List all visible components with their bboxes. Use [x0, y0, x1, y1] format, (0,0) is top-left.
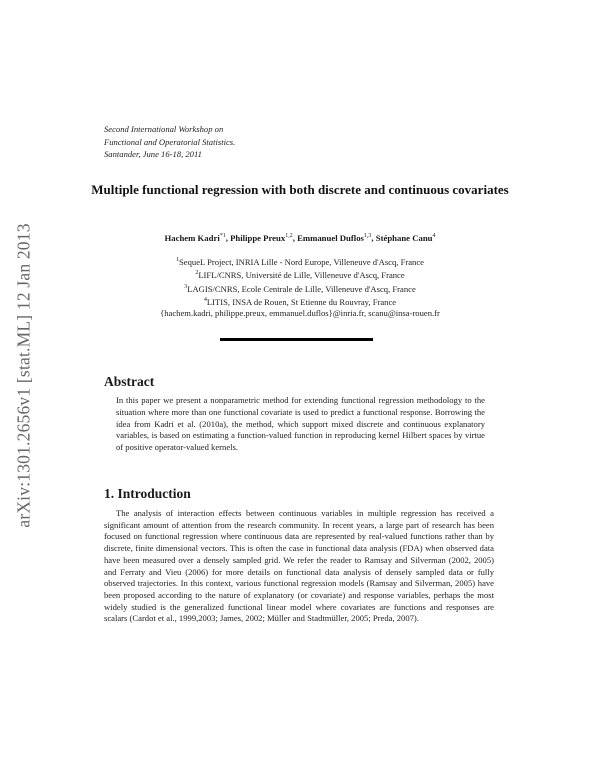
author-affiliation-mark: 1,2 [285, 233, 293, 240]
workshop-line: Second International Workshop on [104, 124, 224, 134]
author-affiliation-mark: *1 [219, 233, 226, 240]
abstract-heading: Abstract [104, 374, 155, 389]
author-affiliation-mark: 4 [432, 233, 436, 240]
workshop-info [104, 123, 235, 161]
paper-title: Multiple functional regression with both discrete and continuous covariates [91, 182, 509, 197]
arxiv-identifier [4, 190, 44, 560]
author-list: Hachem Kadri$^{*1}$, Philippe Preux$^{1,2}$, Emmanuel Duflos$^{1,3}$, Stéphane Canu$^4$ [164, 233, 436, 243]
author-affiliation-mark: 1,3 [363, 233, 372, 240]
affiliation-line: $^1$SequeL Project, INRIA Lille - Nord Europe, Villeneuve d'Ascq, France [176, 256, 424, 267]
author-name: Emmanuel Duflos [297, 233, 364, 243]
author-name: Hachem Kadri [164, 233, 220, 243]
affiliation-list [90, 255, 510, 320]
title-divider [220, 338, 373, 341]
affiliation-line: $^2$LIFL/CNRS, Université de Lille, Villeneuve d'Ascq, France [195, 270, 405, 281]
introduction-heading: 1. Introduction [104, 486, 191, 501]
abstract-body: In this paper we present a nonparametric method for extending functional regression methodology to the situation where more than one functional covariate is used to predict a functional response. Borrowing the idea from Kadri et al. (2010a), the method, which support mixed discrete and continuous explanatory variables, is based on estimating a function-valued function in reproducing kernel Hilbert spaces by virtue of positive operator-valued kernels. [116, 395, 485, 453]
arxiv-identifier-text: arXiv:1301.2656v1 [stat.ML] 12 Jan 2013 [13, 222, 34, 528]
workshop-line: Functional and Operatorial Statistics. [104, 136, 236, 147]
introduction-body: The analysis of interaction effects between continuous variables in multiple regression has received a significant amount of attention from the research community. In recent years, a large part of research has been focused on functional regression where continuous data are represented by real-valued functions rather than by discrete, finite dimensional vectors. This is often the case in functional data analysis (FDA) when observed data have been measured over a densely sampled grid. We refer the reader to Ramsay and Silverman (2002, 2005) and Ferraty and Vieu (2006) for more details on functional data analysis of densely sampled data or fully observed trajectories. In this context, various functional regression models (Ramsay and Silverman, 2005) have been proposed according to the nature of explanatory (or covariate) and response variables, perhaps the most widely studied is the generalized functional linear model where covariates are functions and responses are scalars (Cardot et al., 1999,2003; James, 2002; Müller and Stadtmüller, 2005; Preda, 2007). [104, 508, 494, 624]
affiliation-line: $^4$LITIS, INSA de Rouen, St Etienne du Rouvray, France [203, 296, 397, 307]
author-name: Philippe Preux [230, 233, 286, 243]
workshop-line: Santander, June 16-18, 2011 [104, 149, 202, 159]
author-name: Stéphane Canu [375, 233, 433, 243]
affiliation-line: $^3$LAGIS/CNRS, Ecole Centrale de Lille, Villeneuve d'Ascq, France [184, 283, 416, 294]
author-emails: {hachem.kadri, philippe.preux, emmanuel.duflos}@inria.fr, scanu@insa-rouen.fr [160, 308, 440, 319]
